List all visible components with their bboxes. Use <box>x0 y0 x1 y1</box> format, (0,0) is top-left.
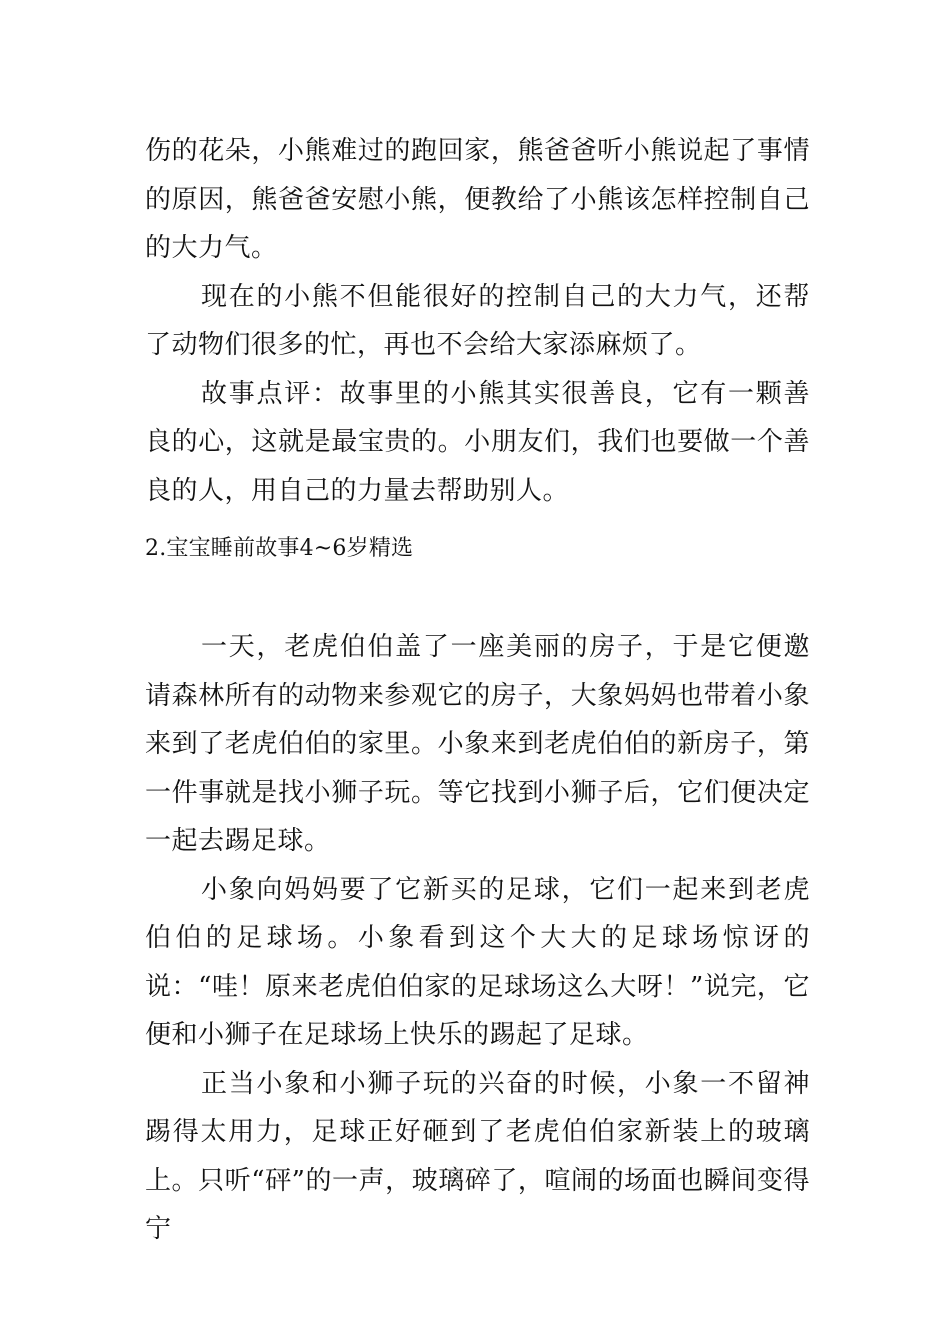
section-heading: 2.宝宝睡前故事4~6岁精选 <box>145 536 414 561</box>
paragraph: 正当小象和小狮子玩的兴奋的时候，小象一不留神踢得太用力，足球正好砸到了老虎伯伯家新装上的玻璃上。只听“砰”的一声，玻璃碎了，喧闹的场面也瞬间变得宁 <box>145 1068 810 1244</box>
section-2-heading-wrap <box>145 529 810 569</box>
paragraph: 小象向妈妈要了它新买的足球，它们一起来到老虎伯伯的足球场。小象看到这个大大的足球场惊讶的说：“哇！原来老虎伯伯家的足球场这么大呀！”说完，它便和小狮子在足球场上快乐的踢起了足球。 <box>145 874 810 1050</box>
section-1-body <box>145 127 810 515</box>
paragraph: 故事点评：故事里的小熊其实很善良，它有一颗善良的心，这就是最宝贵的。小朋友们，我们也要做一个善良的人，用自己的力量去帮助别人。 <box>145 378 810 506</box>
paragraph: 伤的花朵，小熊难过的跑回家，熊爸爸听小熊说起了事情的原因，熊爸爸安慰小熊，便教给了小熊该怎样控制自己的大力气。 <box>145 136 810 263</box>
section-2-body <box>145 623 810 1254</box>
paragraph: 一天，老虎伯伯盖了一座美丽的房子，于是它便邀请森林所有的动物来参观它的房子，大象妈妈也带着小象来到了老虎伯伯的家里。小象来到老虎伯伯的新房子，第一件事就是找小狮子玩。等它找到小狮子后，它们便决定一起去踢足球。 <box>145 632 810 856</box>
paragraph: 现在的小熊不但能很好的控制自己的大力气，还帮了动物们很多的忙，再也不会给大家添麻烦了。 <box>145 281 810 360</box>
